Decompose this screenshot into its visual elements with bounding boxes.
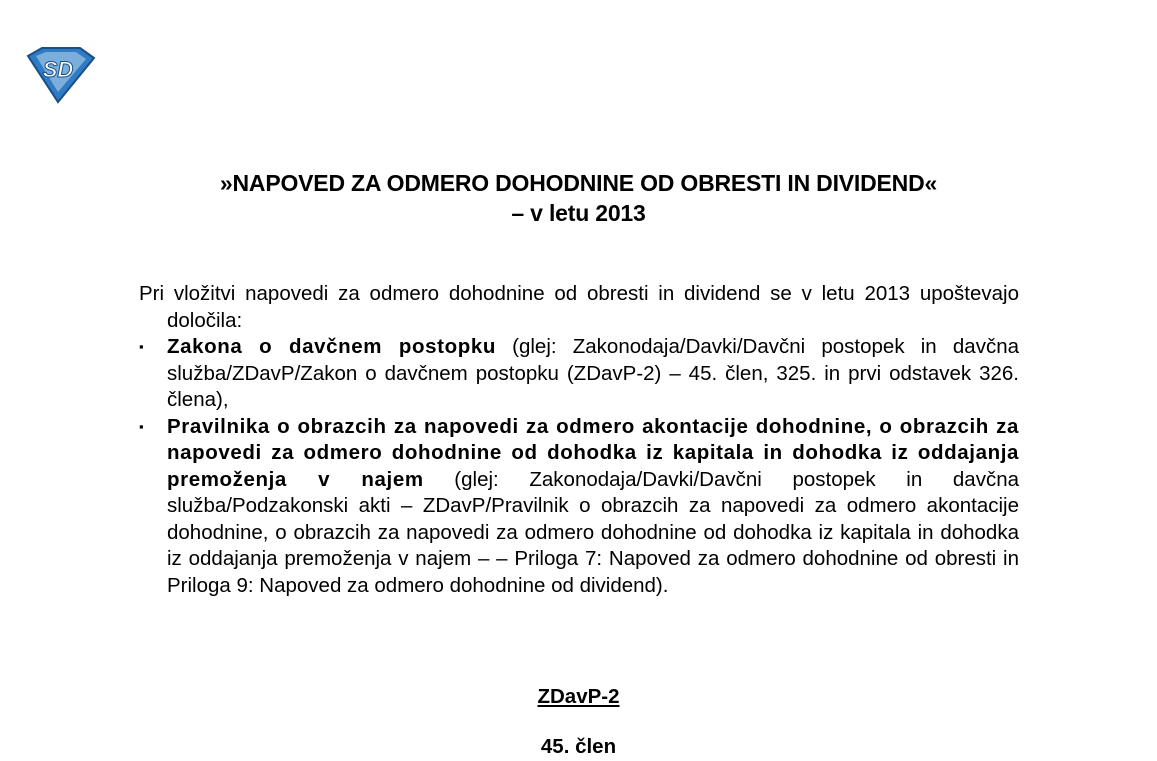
regulation-name: Pravilnika o obrazcih za napovedi za odmero akontacije dohodnine, o obrazcih za napovedi za odmero dohodnine od dohodka iz kapitala in dohodka iz oddajanja premoženja v najem [167,414,1019,491]
regulation-reference: (glej: Zakonodaja/Davki/Davčni postopek in davčna služba/Podzakonski akti – ZDavP/Pravilnik o obrazcih za napovedi za odmero akontacije dohodnine, o obrazcih za napovedi za odmero dohodnine od dohodka iz kapitala in dohodka iz oddajanja premoženja v najem – – Priloga 7: Napoved za odmero dohodnine od obresti in Priloga 9: Napoved za odmero dohodnine od dividend). [167,467,1019,597]
section-heading-text: ZDavP-2 [537,685,620,708]
section-heading [0,683,1157,711]
title-line-2: – v letu 2013 [511,200,646,226]
bullet-icon: ▪ [139,418,144,434]
document-body [139,281,1019,599]
intro-paragraph: Pri vložitvi napovedi za odmero dohodnine od obresti in dividend se v letu 2013 upoštevajo določila: [139,282,1019,332]
article-heading: 45. člen [540,735,617,758]
logo-text: SD [42,57,74,82]
list-item [139,414,1019,600]
logo [22,46,96,104]
bullet-icon: ▪ [139,339,144,354]
law-name: Zakona o davčnem postopku [167,335,496,358]
list-item [139,334,1019,414]
provisions-list [139,334,1019,599]
law-reference: (glej: Zakonodaja/Davki/Davčni postopek in davčna služba/ZDavP/Zakon o davčnem postopku (ZDavP-2) – 45. člen, 325. in prvi odstavek 326. člena), [167,335,1019,411]
page-title [100,168,1057,228]
title-line-1: »NAPOVED ZA ODMERO DOHODNINE OD OBRESTI IN DIVIDEND« [219,170,938,196]
